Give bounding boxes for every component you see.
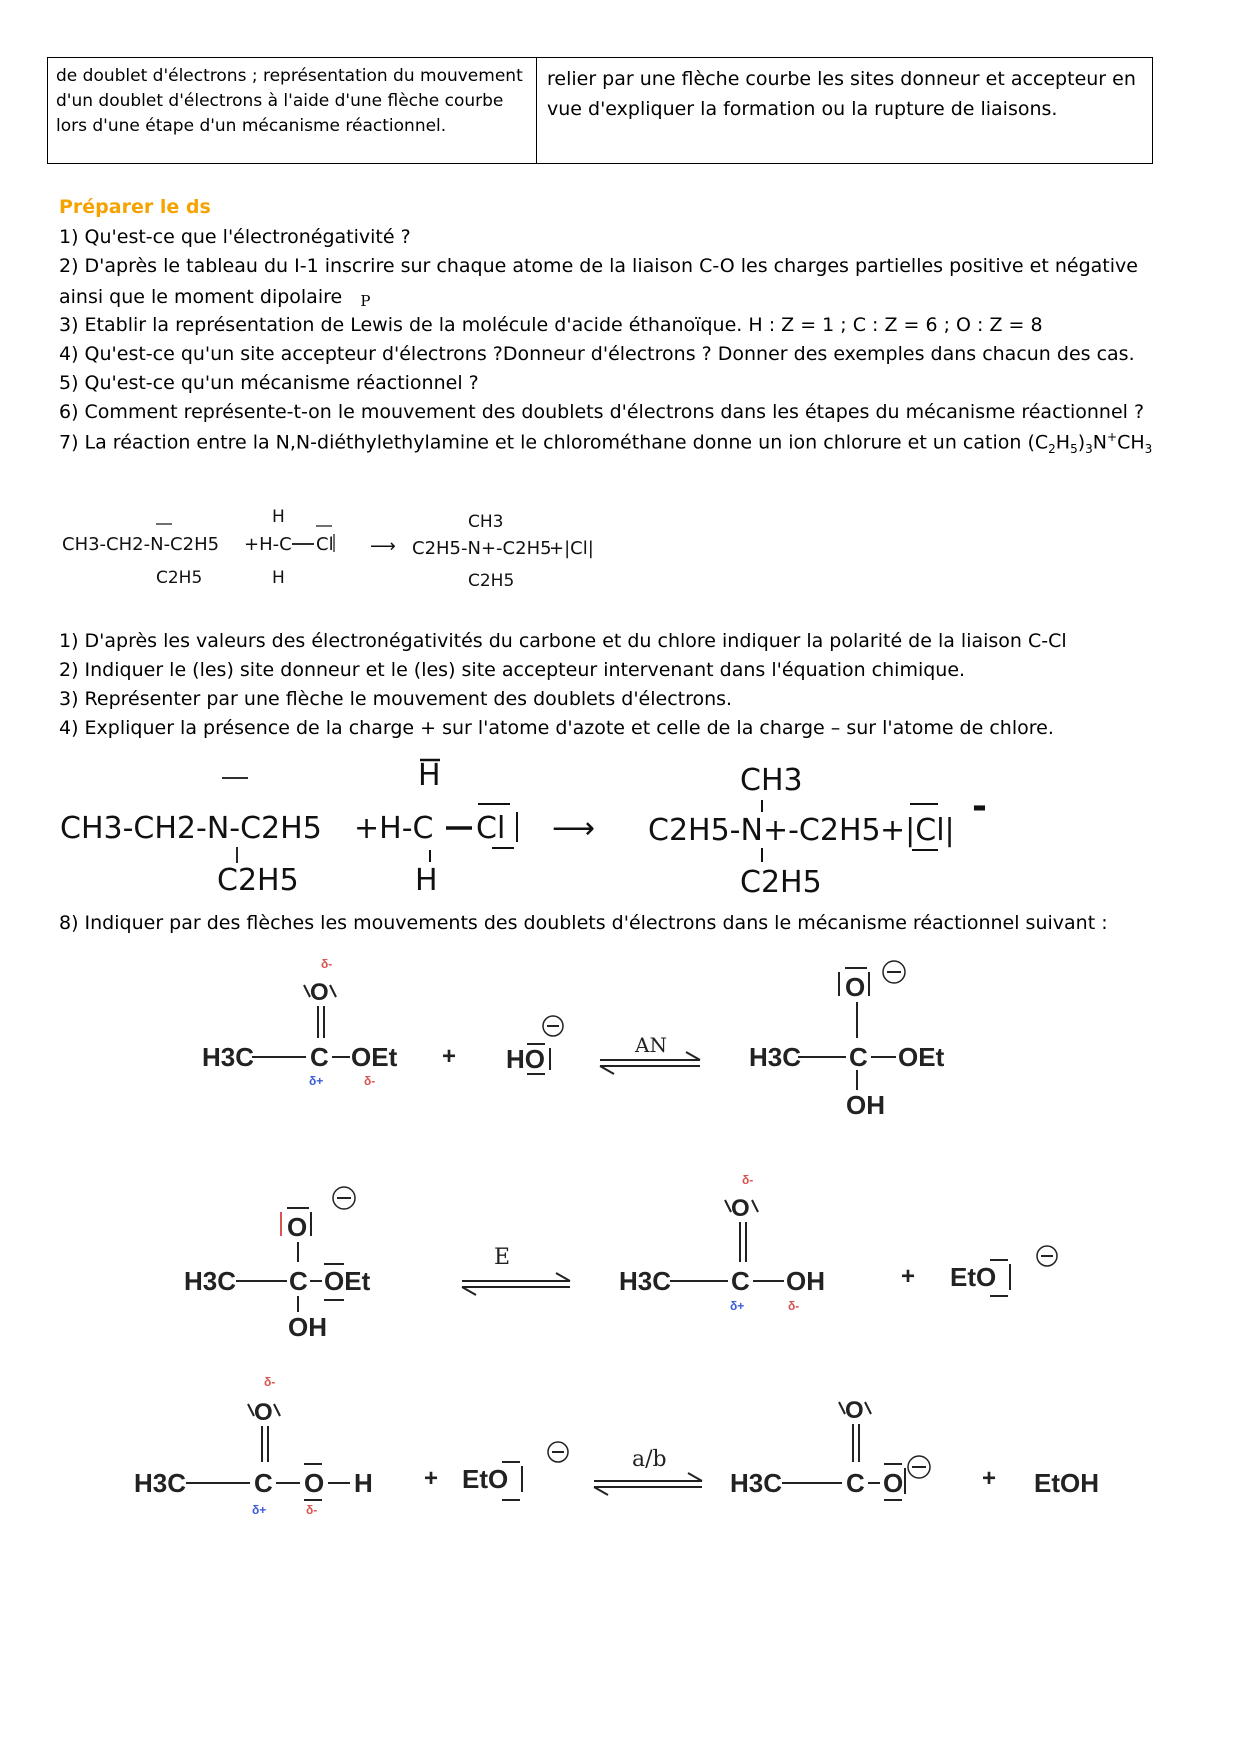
- oh-2: OH: [288, 1312, 327, 1342]
- table-cell-left: de doublet d'électrons ; représentation du mouvement d'un doublet d'électrons à l'aide d'une flèche courbe lors d'une étape d'un mécanisme réactionnel.: [48, 58, 537, 163]
- oet-1b: OEt: [898, 1042, 945, 1072]
- small-hc: +H-C: [244, 534, 292, 555]
- large-cl-ion: +|Cl|: [880, 813, 955, 848]
- mechanism-step-2: [184, 1173, 1057, 1342]
- c-1: C: [310, 1042, 329, 1072]
- delta-plus-c1: δ+: [309, 1074, 324, 1088]
- large-amine: CH3-CH2-N-C2H5: [60, 811, 322, 846]
- plus-1: +: [442, 1043, 457, 1070]
- o-anion-1: O: [845, 972, 866, 1002]
- small-product-ethyl: C2H5: [468, 571, 515, 591]
- plus-3b: +: [982, 1465, 997, 1492]
- mechanism-step-1: [202, 957, 945, 1120]
- svg-text:⟶: ⟶: [370, 536, 396, 557]
- h3c-3b: H3C: [730, 1468, 783, 1498]
- h3c-3: H3C: [134, 1468, 187, 1498]
- h3c-2: H3C: [184, 1266, 237, 1296]
- table-cell-right: relier par une flèche courbe les sites donneur et accepteur en vue d'expliquer la formation ou la rupture de liaisons.: [547, 68, 1136, 120]
- large-cl: Cl: [476, 811, 506, 846]
- question-6: 6) Comment représente-t-on le mouvement des doublets d'électrons dans les étapes du mécanisme réactionnel ?: [59, 401, 1145, 423]
- o1: O: [310, 979, 329, 1006]
- question-2: 2) D'après le tableau du I-1 inscrire sur chaque atome de la liaison C-O les charges partielles positive et négative: [59, 255, 1138, 277]
- delta-minus-o1: δ-: [321, 957, 333, 971]
- svg-text:⟶: ⟶: [552, 811, 596, 846]
- large-minus-charge: -: [972, 786, 987, 827]
- etoh-3: EtOH: [1034, 1468, 1099, 1498]
- delta-minus-oh2: δ-: [788, 1299, 800, 1313]
- h3c-1: H3C: [202, 1042, 255, 1072]
- subquestion-1: 1) D'après les valeurs des électronégativités du carbone et du chlore indiquer la polarité de la liaison C-Cl: [59, 630, 1067, 652]
- delta-minus-o3b: δ-: [306, 1503, 318, 1517]
- plus-2: +: [901, 1263, 916, 1290]
- delta-minus-o3: δ-: [264, 1375, 276, 1389]
- delta-plus-c2: δ+: [730, 1299, 745, 1313]
- oh-1: OH: [846, 1090, 885, 1120]
- question-7: 7) La réaction entre la N,N-diéthylethylamine et le chlorométhane donne un ion chlorure et un cation $(C_2H_5)_3N^+CH_3$: [59, 430, 1153, 457]
- oet-2: OEt: [324, 1266, 371, 1296]
- delta-minus-oet1: δ-: [364, 1074, 376, 1088]
- small-ch3: CH3: [468, 512, 504, 532]
- small-amine-ethyl: C2H5: [156, 568, 203, 588]
- o3: O: [254, 1399, 273, 1426]
- c-2: C: [289, 1266, 308, 1296]
- c-3b: C: [846, 1468, 865, 1498]
- question-3: 3) Etablir la représentation de Lewis de la molécule d'acide éthanoïque. H : Z = 1 ; C : Z = 6 ; O : Z = 8: [59, 314, 1043, 336]
- dipole-vector-symbol: P: [360, 292, 371, 310]
- h3c-2b: H3C: [619, 1266, 672, 1296]
- c-1b: C: [849, 1042, 868, 1072]
- oet-1: OEt: [351, 1042, 398, 1072]
- o2: O: [731, 1195, 750, 1222]
- step-2-label: E: [494, 1245, 511, 1270]
- eto-3: EtO: [462, 1464, 509, 1494]
- question-2-text: ainsi que le moment dipolaire: [59, 286, 343, 308]
- small-cl-ion: +|Cl|: [549, 538, 594, 559]
- h3c-1b: H3C: [749, 1042, 802, 1072]
- o-anion-2: O: [287, 1212, 308, 1242]
- small-amine: CH3-CH2-N-C2H5: [62, 534, 220, 555]
- o3b: O: [845, 1397, 864, 1424]
- small-h-top: H: [272, 507, 285, 527]
- question-1: 1) Qu'est-ce que l'électronégativité ?: [59, 226, 411, 248]
- large-product: C2H5-N+-C2H5: [648, 813, 881, 848]
- c-3: C: [254, 1468, 273, 1498]
- subquestion-4: 4) Expliquer la présence de la charge + sur l'atome d'azote et celle de la charge – sur l'atome de chlore.: [59, 717, 1054, 739]
- oh-2b: OH: [786, 1266, 825, 1296]
- ho-1: HO: [506, 1044, 545, 1074]
- o-3: O: [304, 1468, 325, 1498]
- step-3-label: a/b: [632, 1447, 667, 1472]
- large-h-bottom: H: [415, 863, 438, 898]
- question-7-text: 7) La réaction entre la N,N-diéthylethylamine et le chlorométhane donne un ion chlorure et un cation (C: [59, 431, 1049, 454]
- subquestion-3: 3) Représenter par une flèche le mouvement des doublets d'électrons.: [59, 688, 733, 710]
- step-1-label: AN: [635, 1033, 667, 1057]
- large-hc: +H-C: [354, 811, 434, 846]
- large-h-top: H: [418, 758, 441, 793]
- question-8: 8) Indiquer par des flèches les mouvements des doublets d'électrons dans le mécanisme réactionnel suivant :: [59, 912, 1108, 934]
- o-anion-3: O: [883, 1468, 904, 1498]
- question-7-ch3: CH: [1117, 431, 1145, 454]
- question-4: 4) Qu'est-ce qu'un site accepteur d'électrons ?Donneur d'électrons ? Donner des exemples dans chacun des cas.: [59, 343, 1135, 365]
- delta-minus-o2: δ-: [742, 1173, 754, 1187]
- large-product-ethyl: C2H5: [740, 865, 822, 900]
- svg-text:CH3-CH2-N-C2H5: [62, 534, 219, 555]
- small-cl: Cl: [316, 534, 334, 555]
- question-7-n: N: [1092, 431, 1107, 454]
- subquestion-2: 2) Indiquer le (les) site donneur et le (les) site accepteur intervenant dans l'équation chimique.: [59, 659, 966, 681]
- small-reaction-scheme: [62, 507, 594, 591]
- delta-plus-c3: δ+: [252, 1503, 267, 1517]
- c-2b: C: [731, 1266, 750, 1296]
- plus-3: +: [424, 1465, 439, 1492]
- small-h-bottom: H: [272, 568, 285, 588]
- large-amine-ethyl: C2H5: [217, 863, 299, 898]
- section-heading: Préparer le ds: [59, 196, 211, 218]
- large-reaction-scheme: [60, 758, 987, 900]
- question-5: 5) Qu'est-ce qu'un mécanisme réactionnel ?: [59, 372, 479, 394]
- mechanism-step-3: [134, 1375, 1099, 1517]
- eto-2: EtO: [950, 1262, 997, 1292]
- h-3: H: [354, 1468, 373, 1498]
- large-ch3: CH3: [740, 763, 803, 798]
- small-product: C2H5-N+-C2H5: [412, 538, 552, 559]
